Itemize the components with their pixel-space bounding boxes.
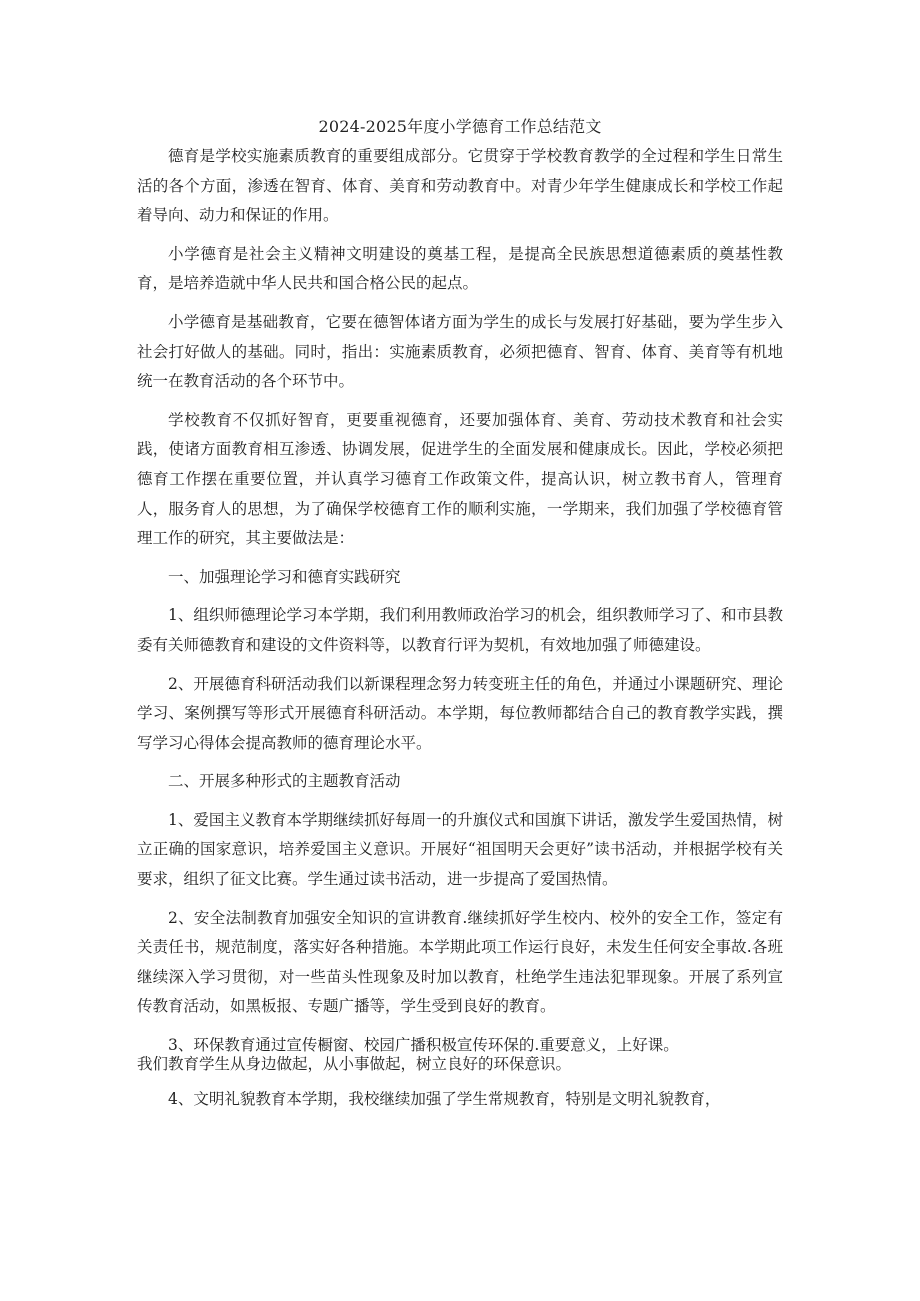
document-title: 2024-2025年度小学德育工作总结范文	[318, 117, 602, 136]
section-heading-theory-study: 一、加强理论学习和德育实践研究	[168, 567, 401, 586]
paragraph-basic-education: 小学德育是基础教育，它要在德智体诸方面为学生的成长与发展打好基础，要为学生步入社会打好做人的基础。同时，指出：实施素质教育，必须把德育、智育、体育、美育等有机地统一在教育活动的各个环节中。	[137, 312, 783, 391]
list-item-safety-law: 2、安全法制教育加强安全知识的宣讲教育.继续抓好学生校内、校外的安全工作，签定有关责任书，规范制度，落实好各种措施。本学期此项工作运行良好，未发生任何安全事故.各班继续深入学习贯彻，对一些苗头性现象及时加以教育，杜绝学生违法犯罪现象。开展了系列宣传教育活动，如黑板报、专题广播等，学生受到良好的教育。	[137, 908, 783, 1016]
list-item-moral-research: 2、开展德育科研活动我们以新课程理念努力转变班主任的角色，并通过小课题研究、理论学习、案例撰写等形式开展德育科研活动。本学期，每位教师都结合自己的教育教学实践，撰写学习心得体会提高教师的德育理论水平。	[137, 674, 783, 752]
list-item-environment-continued: 我们教育学生从身边做起，从小事做起，树立良好的环保意识。	[137, 1054, 572, 1073]
paragraph-intro: 德育是学校实施素质教育的重要组成部分。它贯穿于学校教育教学的全过程和学生日常生活的各个方面，渗透在智育、体育、美育和劳动教育中。对青少年学生健康成长和学校工作起着导向、动力和保证的作用。	[137, 147, 783, 225]
section-heading-theme-activities: 二、开展多种形式的主题教育活动	[168, 772, 401, 791]
document-body	[137, 112, 783, 1123]
list-item-patriotism: 1、爱国主义教育本学期继续抓好每周一的升旗仪式和国旗下讲话，激发学生爱国热情，树立正确的国家意识，培养爱国主义意识。开展好“祖国明天会更好”读书活动，并根据学校有关要求，组织了征文比赛。学生通过读书活动，进一步提高了爱国热情。	[137, 810, 783, 889]
paragraph-foundation: 小学德育是社会主义精神文明建设的奠基工程，是提高全民族思想道德素质的奠基性教育，是培养造就中华人民共和国合格公民的起点。	[137, 244, 783, 293]
paragraph-school-education: 学校教育不仅抓好智育，更要重视德育，还要加强体育、美育、劳动技术教育和社会实践，使诸方面教育相互渗透、协调发展，促进学生的全面发展和健康成长。因此，学校必须把德育工作摆在重要位置，并认真学习德育工作政策文件，提高认识，树立教书育人，管理育人，服务育人的思想，为了确保学校德育工作的顺利实施，一学期来，我们加强了学校德育管理工作的研究，其主要做法是：	[137, 410, 783, 548]
list-item-environment: 3、环保教育通过宣传橱窗、校园广播积极宣传环保的.重要意义，上好课。	[168, 1036, 679, 1055]
list-item-civility: 4、文明礼貌教育本学期，我校继续加强了学生常规教育，特别是文明礼貌教育，	[168, 1089, 721, 1108]
list-item-teacher-ethics: 1、组织师德理论学习本学期，我们利用教师政治学习的机会，组织教师学习了、和市县教委有关师德教育和建设的文件资料等，以教育行评为契机，有效地加强了师德建设。	[137, 606, 783, 654]
